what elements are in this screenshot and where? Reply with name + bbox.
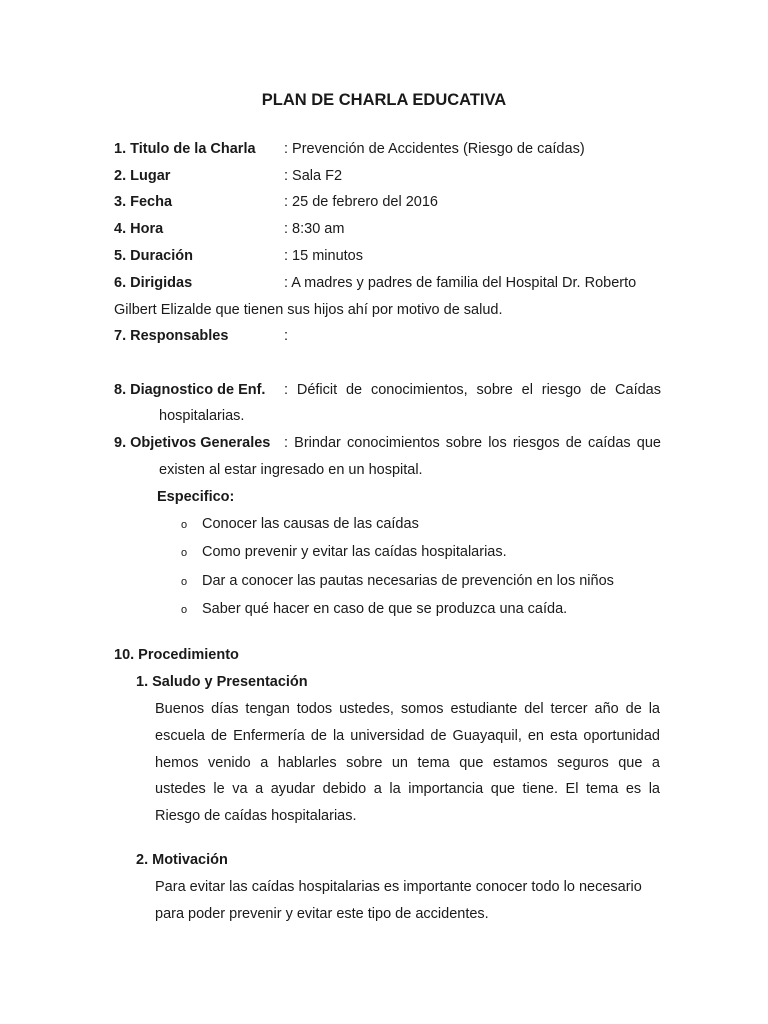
field-label-titulo: 1. Titulo de la Charla	[114, 141, 256, 157]
bullet-marker: o	[181, 576, 188, 588]
especifico-item-3: Dar a conocer las pautas necesarias de prevención en los niños	[202, 573, 614, 589]
saludo-line: escuela de Enfermería de la universidad de Guayaquil, en esta oportunidad	[155, 728, 660, 744]
field-value-dirigidas: : A madres y padres de familia del Hospital Dr. Roberto	[284, 275, 637, 291]
especifico-item-1: Conocer las causas de las caídas	[202, 516, 419, 532]
bullet-marker: o	[181, 519, 188, 531]
especifico-item-4: Saber qué hacer en caso de que se produzca una caída.	[202, 601, 568, 617]
bullet-marker: o	[181, 604, 188, 616]
especifico-label: Especifico:	[157, 489, 235, 505]
diagnostico-line-1: : Déficit de conocimientos, sobre el riesgo de Caídas	[284, 382, 661, 398]
field-value-duracion: : 15 minutos	[284, 248, 363, 264]
objetivos-line-1: : Brindar conocimientos sobre los riesgos de caídas que	[284, 435, 661, 451]
especifico-item-2: Como prevenir y evitar las caídas hospitalarias.	[202, 544, 507, 560]
objetivos-label: 9. Objetivos Generales	[114, 435, 271, 451]
saludo-line: Buenos días tengan todos ustedes, somos estudiante del tercer año de la	[155, 701, 660, 717]
motivacion-line: Para evitar las caídas hospitalarias es importante conocer todo lo necesario	[155, 879, 642, 895]
document-title: PLAN DE CHARLA EDUCATIVA	[261, 91, 507, 109]
field-label-lugar: 2. Lugar	[114, 168, 171, 184]
diagnostico-line-2: hospitalarias.	[159, 408, 245, 424]
field-value-fecha: : 25 de febrero del 2016	[284, 194, 438, 210]
saludo-line: Riesgo de caídas hospitalarias.	[155, 808, 357, 824]
motivacion-line: para poder prevenir y evitar este tipo de accidentes.	[155, 906, 489, 922]
field-label-responsables: 7. Responsables	[114, 328, 229, 344]
field-label-hora: 4. Hora	[114, 221, 164, 237]
procedimiento-heading: 10. Procedimiento	[114, 647, 239, 663]
diagnostico-label: 8. Diagnostico de Enf.	[114, 382, 266, 398]
saludo-line: hemos venido a hablarles sobre un tema que estamos seguros que a	[155, 755, 660, 771]
field-value-hora: : 8:30 am	[284, 221, 345, 237]
motivacion-heading: 2. Motivación	[136, 852, 228, 868]
field-value-titulo: : Prevención de Accidentes (Riesgo de caídas)	[284, 141, 585, 157]
bullet-marker: o	[181, 547, 188, 559]
field-label-duracion: 5. Duración	[114, 248, 193, 264]
dirigidas-continuation: Gilbert Elizalde que tienen sus hijos ahí por motivo de salud.	[114, 302, 503, 318]
saludo-heading: 1. Saludo y Presentación	[136, 674, 308, 690]
field-value-lugar: : Sala F2	[284, 168, 343, 184]
field-label-fecha: 3. Fecha	[114, 194, 173, 210]
saludo-line: ustedes le va a ayudar debido a la importancia que tiene. El tema es la	[155, 781, 660, 797]
field-value-responsables: :	[284, 328, 289, 344]
objetivos-line-2: existen al estar ingresado en un hospital.	[159, 462, 423, 478]
field-label-dirigidas: 6. Dirigidas	[114, 275, 193, 291]
